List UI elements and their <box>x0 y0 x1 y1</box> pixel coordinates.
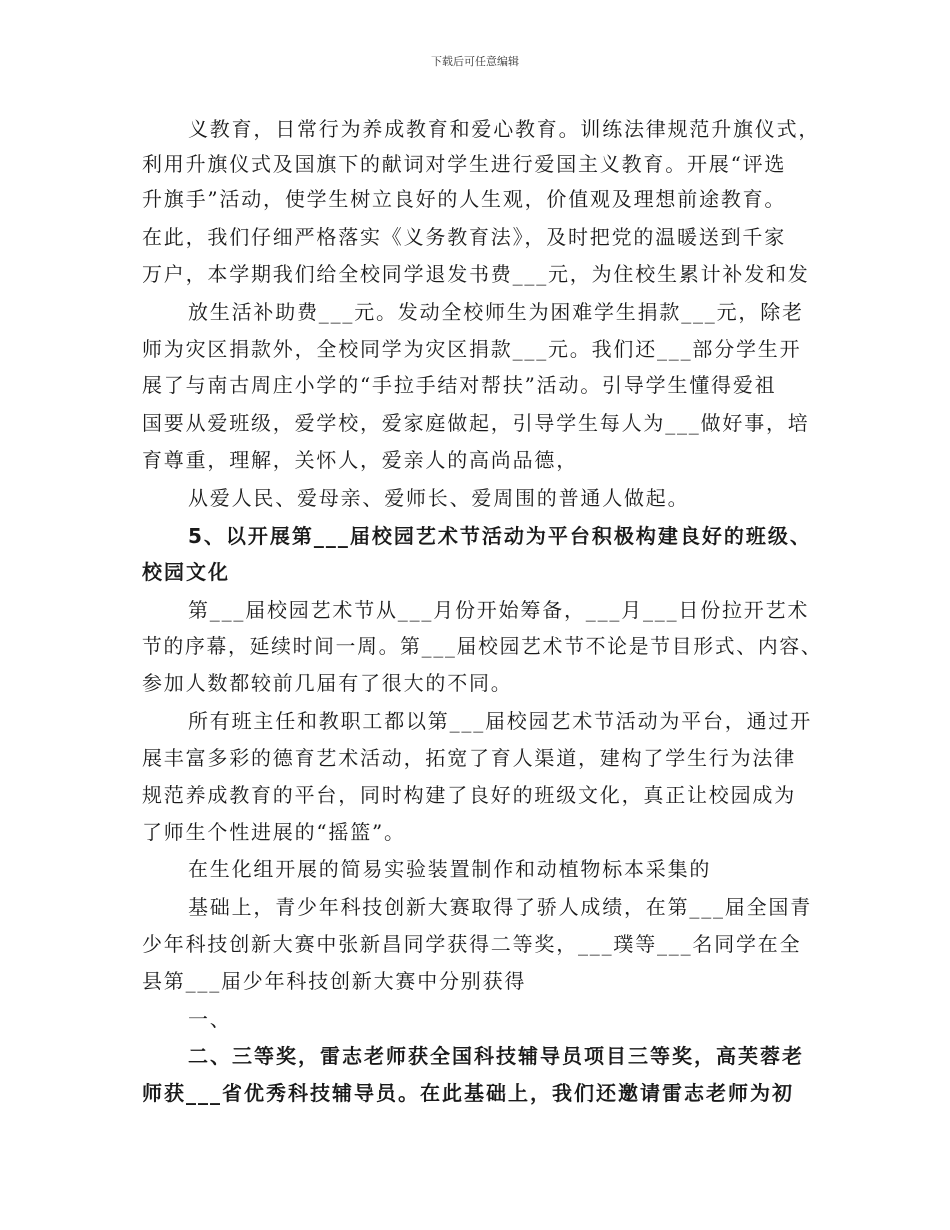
text-line: 万户，本学期我们给全校同学退发书费___元，为住校生累计补发和发 <box>142 262 810 286</box>
text-line: 节的序幕，延续时间一周。第___届校园艺术节不论是节目形式、内容、 <box>142 634 823 658</box>
text-line: 所有班主任和教职工都以第___届校园艺术节活动为平台，通过开 <box>188 709 812 733</box>
text-line: 在此，我们仔细严格落实《义务教育法》，及时把党的温暖送到千家 <box>142 225 786 249</box>
text-line: 在生化组开展的简易实验装置制作和动植物标本采集的 <box>188 857 712 881</box>
section-heading: 5、以开展第___届校园艺术节活动为平台积极构建良好的班级、 <box>188 524 812 548</box>
text-line: 从爱人民、爱母亲、爱师长、爱周围的普通人做起。 <box>188 486 690 510</box>
text-line: 了师生个性进展的“摇篮”。 <box>142 820 406 844</box>
text-line: 一、 <box>188 1007 232 1031</box>
page-header: 下载后可任意编辑 <box>431 55 519 68</box>
text-line: 第___届校园艺术节从___月份开始筹备，___月___日份拉开艺术 <box>188 598 810 622</box>
text-line: 国要从爱班级，爱学校，爱家庭做起，引导学生每人为___做好事，培 <box>142 411 810 435</box>
text-line: 育尊重，理解，关怀人，爱亲人的高尚品德， <box>142 448 578 472</box>
bold-line: 二、三等奖，雷志老师获全国科技辅导员项目三等奖，高芙蓉老 <box>188 1044 804 1068</box>
text-line: 参加人数都较前几届有了很大的不同。 <box>142 671 513 695</box>
text-line: 利用升旗仪式及国旗下的献词对学生进行爱国主义教育。开展“评选 <box>142 152 787 176</box>
text-line: 基础上，青少年科技创新大赛取得了骄人成绩，在第___届全国青 <box>188 895 812 919</box>
bold-line: 师获___省优秀科技辅导员。在此基础上，我们还邀请雷志老师为初 <box>142 1081 794 1105</box>
text-line: 放生活补助费___元。发动全校师生为困难学生捐款___元，除老 <box>188 300 804 324</box>
text-line: 展了与南古周庄小学的“手拉手结对帮扶”活动。引导学生懂得爱祖 <box>142 373 777 397</box>
section-heading: 校园文化 <box>142 560 230 584</box>
text-line: 升旗手”活动，使学生树立良好的人生观，价值观及理想前途教育。 <box>142 187 787 211</box>
text-line: 义教育，日常行为养成教育和爱心教育。训练法律规范升旗仪式， <box>188 117 821 141</box>
text-line: 规范养成教育的平台，同时构建了良好的班级文化，真正让校园成为 <box>142 783 796 807</box>
text-line: 县第___届少年科技创新大赛中分别获得 <box>142 969 527 993</box>
text-line: 少年科技创新大赛中张新昌同学获得二等奖，___璞等___名同学在全 <box>142 932 802 956</box>
text-line: 师为灾区捐款外，全校同学为灾区捐款___元。我们还___部分学生开 <box>142 337 802 361</box>
text-line: 展丰富多彩的德育艺术活动，拓宽了育人渠道，建构了学生行为法律 <box>142 746 796 770</box>
